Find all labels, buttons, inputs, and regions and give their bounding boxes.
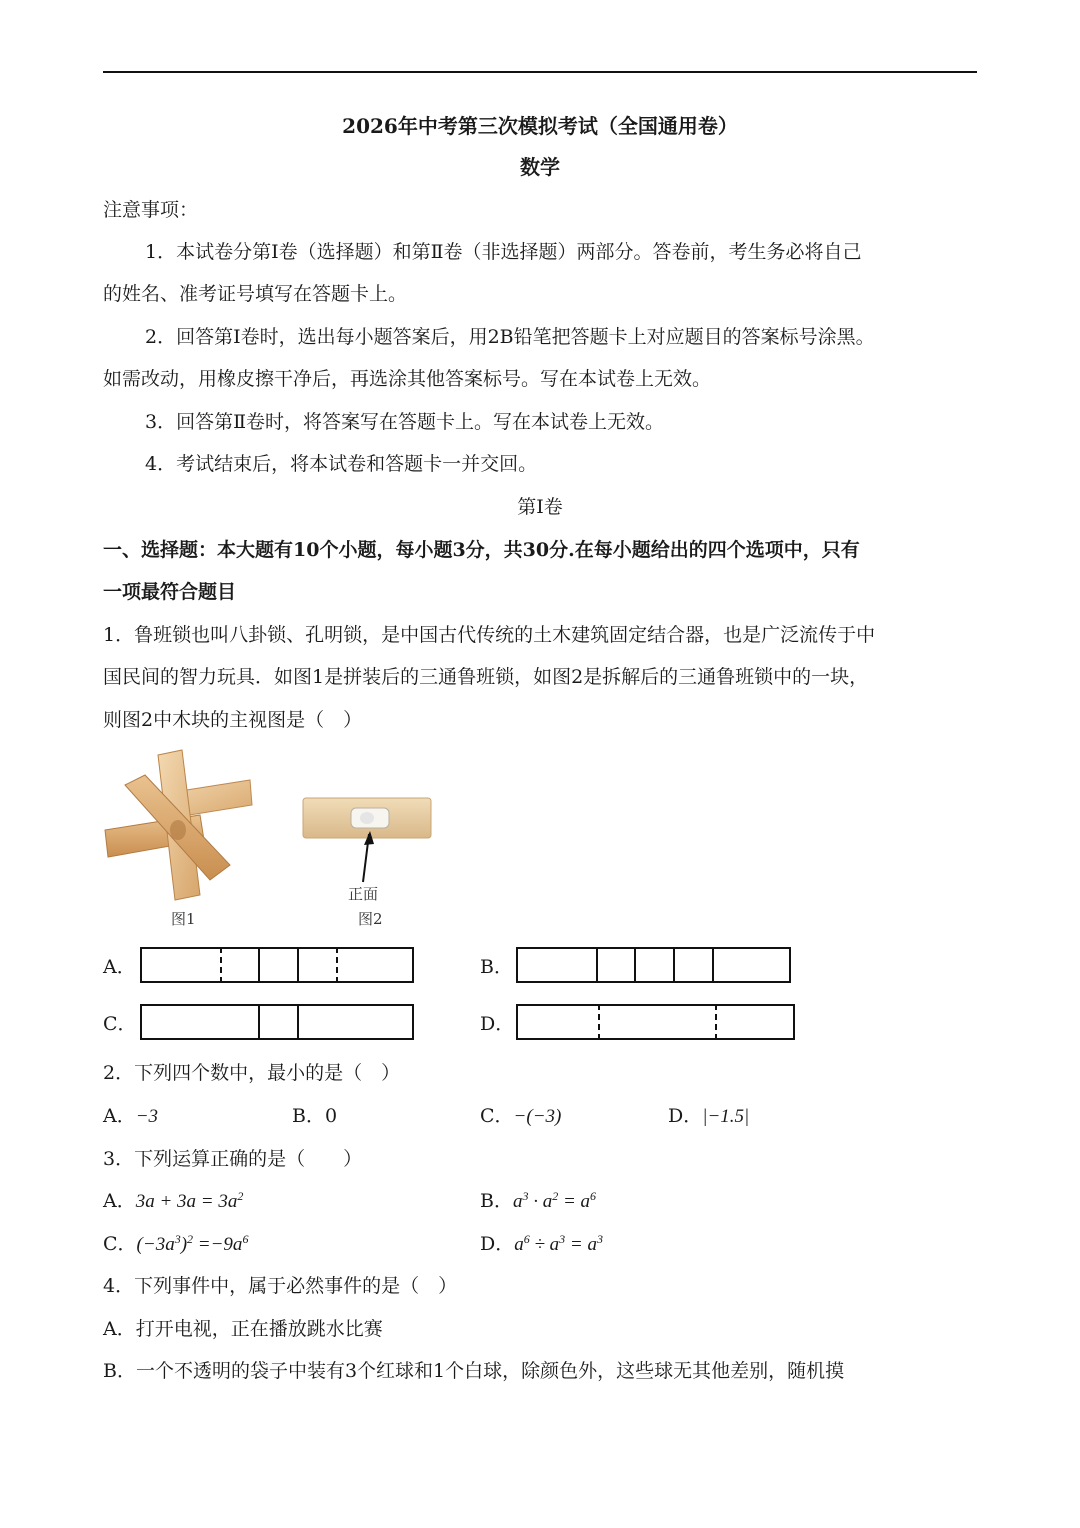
option-label: B． bbox=[480, 1190, 513, 1212]
notice-item-2-line-2: 如需改动，用橡皮擦干净后，再选涂其他答案标号。写在本试卷上无效。 bbox=[103, 368, 712, 390]
figure-1-caption: 图1 bbox=[171, 910, 196, 928]
q2-stem: 2．下列四个数中，最小的是（ ） bbox=[103, 1062, 401, 1084]
exponent: 3 bbox=[522, 1189, 529, 1203]
option-value: −3 bbox=[135, 1106, 159, 1127]
q2-option-c[interactable] bbox=[480, 1103, 561, 1130]
exam-title: 2026年中考第三次模拟考试（全国通用卷） bbox=[342, 114, 738, 138]
option-label: C． bbox=[480, 1105, 514, 1127]
option-label: B． bbox=[292, 1105, 325, 1127]
volume-heading: 第Ⅰ卷 bbox=[517, 496, 563, 518]
luban-lock-piece-figure bbox=[295, 790, 440, 890]
visible-edge-line bbox=[634, 947, 636, 983]
notice-heading: 注意事项： bbox=[103, 199, 199, 221]
notice-item-1-line-1: 1．本试卷分第Ⅰ卷（选择题）和第Ⅱ卷（非选择题）两部分。答卷前，考生务必将自己 bbox=[145, 241, 862, 263]
luban-lock-assembled-figure bbox=[100, 745, 260, 905]
option-expression: = a bbox=[565, 1234, 597, 1255]
option-value: 0 bbox=[324, 1105, 338, 1127]
q1-option-b-label[interactable]: B． bbox=[480, 956, 513, 978]
q1-option-d-view[interactable] bbox=[516, 1004, 795, 1040]
notice-item-3: 3．回答第Ⅱ卷时，将答案写在答题卡上。写在本试卷上无效。 bbox=[145, 411, 665, 433]
option-expression: · a bbox=[528, 1191, 553, 1212]
q3-option-d[interactable] bbox=[480, 1231, 603, 1258]
exponent: 6 bbox=[523, 1232, 530, 1246]
q1-option-a-view[interactable] bbox=[140, 947, 414, 983]
q4-option-b[interactable]: B．一个不透明的袋子中装有3个红球和1个白球，除颜色外，这些球无其他差别，随机摸 bbox=[103, 1360, 845, 1382]
hidden-edge-line bbox=[220, 947, 222, 983]
section-1-line-2: 一项最符合题目 bbox=[103, 581, 237, 603]
option-expression: =−9a bbox=[193, 1234, 243, 1255]
exponent: 2 bbox=[552, 1189, 559, 1203]
visible-edge-line bbox=[297, 947, 299, 983]
visible-edge-line bbox=[297, 1004, 299, 1040]
q2-option-a[interactable] bbox=[103, 1103, 158, 1130]
header-rule bbox=[103, 71, 977, 73]
figure-2-caption: 图2 bbox=[358, 910, 383, 928]
q1-option-c-view[interactable] bbox=[140, 1004, 414, 1040]
option-expression: a bbox=[514, 1234, 524, 1255]
exponent: 6 bbox=[590, 1189, 597, 1203]
q2-option-b[interactable] bbox=[292, 1103, 337, 1129]
q4-stem: 4．下列事件中，属于必然事件的是（ ） bbox=[103, 1275, 458, 1297]
q1-option-c-label[interactable]: C． bbox=[103, 1013, 137, 1035]
option-value: −(−3) bbox=[513, 1106, 562, 1127]
q3-option-b[interactable] bbox=[480, 1188, 596, 1215]
option-expression: = a bbox=[558, 1191, 591, 1212]
option-label: A． bbox=[103, 1190, 136, 1212]
option-expression: 3a + 3a = 3a bbox=[135, 1191, 238, 1212]
option-label: C． bbox=[103, 1233, 137, 1255]
q1-option-a-label[interactable]: A． bbox=[103, 956, 136, 978]
q3-option-c[interactable] bbox=[103, 1231, 248, 1258]
option-expression: ÷ a bbox=[529, 1234, 560, 1255]
q1-line-2: 国民间的智力玩具．如图1是拼装后的三通鲁班锁，如图2是拆解后的三通鲁班锁中的一块， bbox=[103, 666, 869, 688]
section-1-line-1: 一、选择题：本大题有10个小题，每小题3分，共30分.在每小题给出的四个选项中，只有 bbox=[103, 539, 860, 561]
notice-item-1-line-2: 的姓名、准考证号填写在答题卡上。 bbox=[103, 283, 408, 305]
q1-line-3: 则图2中木块的主视图是（ ） bbox=[103, 709, 363, 731]
exponent: 3 bbox=[559, 1232, 566, 1246]
visible-edge-line bbox=[258, 1004, 260, 1040]
option-label: D． bbox=[480, 1233, 515, 1255]
q1-option-b-view[interactable] bbox=[516, 947, 791, 983]
visible-edge-line bbox=[258, 947, 260, 983]
option-label: D． bbox=[668, 1105, 703, 1127]
hidden-edge-line bbox=[598, 1004, 600, 1040]
option-expression: a bbox=[512, 1191, 523, 1212]
notice-item-2-line-1: 2．回答第Ⅰ卷时，选出每小题答案后，用2B铅笔把答题卡上对应题目的答案标号涂黑。 bbox=[145, 326, 875, 348]
hidden-edge-line bbox=[336, 947, 338, 983]
visible-edge-line bbox=[712, 947, 714, 983]
q3-option-a[interactable] bbox=[103, 1188, 243, 1215]
notice-item-4: 4．考试结束后，将本试卷和答题卡一并交回。 bbox=[145, 453, 538, 475]
exponent: 2 bbox=[237, 1189, 244, 1203]
exponent: 2 bbox=[187, 1232, 194, 1246]
front-label: 正面 bbox=[348, 885, 379, 903]
exponent: 6 bbox=[242, 1232, 249, 1246]
q4-option-a[interactable]: A．打开电视，正在播放跳水比赛 bbox=[103, 1318, 383, 1340]
exponent: 3 bbox=[597, 1232, 603, 1246]
q1-option-d-label[interactable]: D． bbox=[480, 1013, 515, 1035]
hidden-edge-line bbox=[715, 1004, 717, 1040]
option-expression: (−3a bbox=[136, 1234, 175, 1255]
q1-line-1: 1．鲁班锁也叫八卦锁、孔明锁，是中国古代传统的土木建筑固定结合器，也是广泛流传于中 bbox=[103, 624, 876, 646]
option-label: A． bbox=[103, 1105, 136, 1127]
visible-edge-line bbox=[596, 947, 598, 983]
q3-stem: 3．下列运算正确的是（ ） bbox=[103, 1148, 363, 1170]
option-value: |−1.5| bbox=[702, 1106, 750, 1127]
visible-edge-line bbox=[673, 947, 675, 983]
option-expression: ) bbox=[180, 1234, 188, 1255]
q2-option-d[interactable] bbox=[668, 1103, 749, 1130]
exponent: 3 bbox=[174, 1232, 181, 1246]
subject-title: 数学 bbox=[520, 155, 560, 179]
